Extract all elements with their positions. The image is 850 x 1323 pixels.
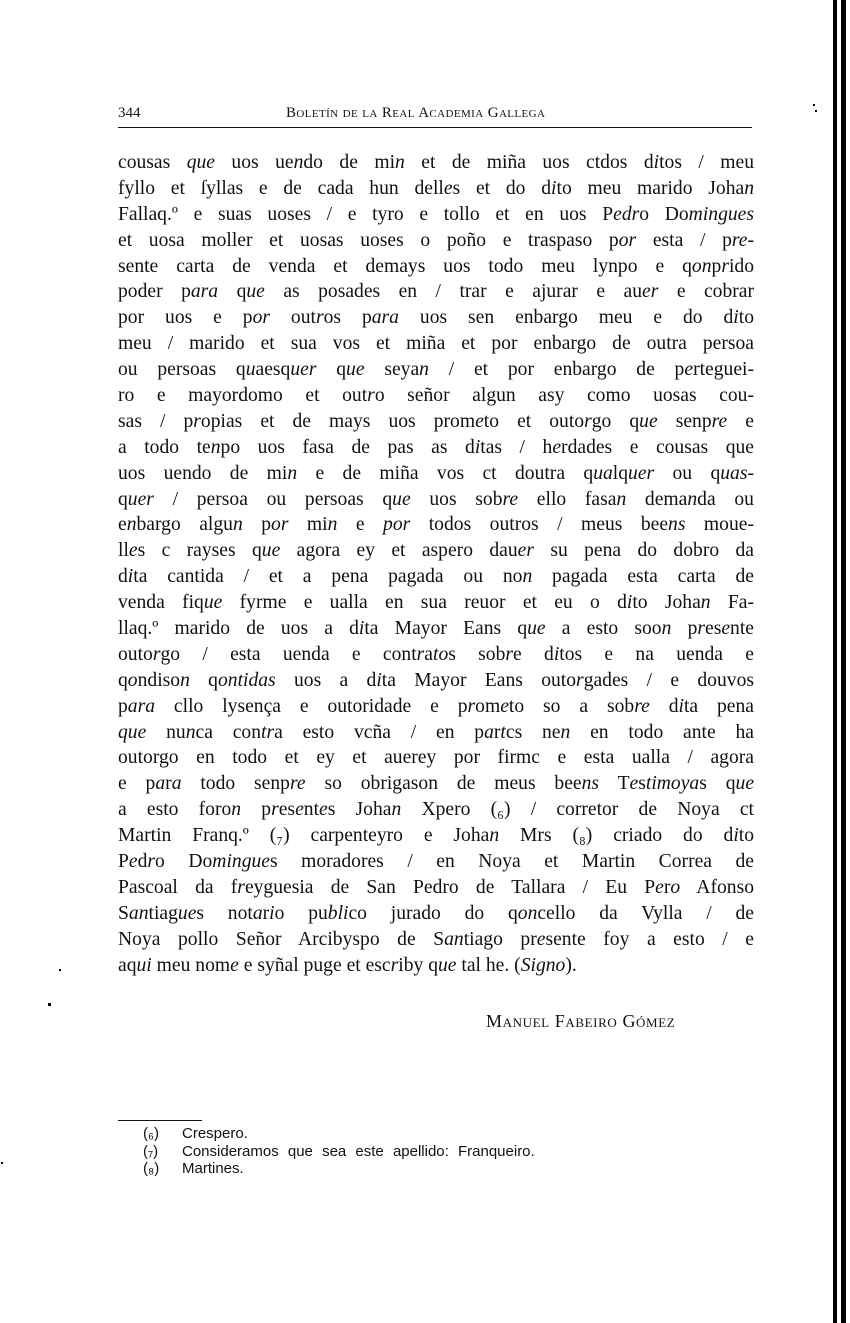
text-line: enbargo algun por min e por todos outros / meus beens moue-	[118, 514, 754, 536]
text-line: Fallaq.º e suas uoses / e tyro e tollo et en uos Pedro Domingues	[118, 203, 754, 225]
text-line: poder para que as posades en / trar e ajurar e auer e cobrar	[118, 281, 755, 303]
scan-speck	[48, 1003, 51, 1006]
text-line: llaq.º marido de uos a dita Mayor Eans que a esto soon presente	[118, 618, 754, 640]
footnotes	[143, 1125, 535, 1178]
text-line: a todo tenpo uos fasa de pas as ditas / herdades e cousas que	[118, 436, 755, 458]
scan-edge-bar	[841, 0, 846, 1323]
footnote-rule	[118, 1120, 202, 1121]
text-line: uos uendo de min e de miña vos ct doutra qualquer ou quas-	[118, 462, 755, 484]
page-number: 344	[118, 105, 141, 121]
text-line: para cllo lysença e outoridade e prometo so a sobre dita pena	[118, 695, 754, 717]
footnote-marker: (₈)	[143, 1160, 160, 1177]
text-line: outorgo / esta uenda e contratos sobre ditos e na uenda e	[118, 643, 754, 665]
text-line: por uos e por outros para uos sen enbargo meu e do dito	[118, 307, 754, 329]
text-line: Pascoal da freyguesia de San Pedro de Tallara / Eu Pero Afonso	[118, 876, 754, 898]
text-line: Santiagues notario publico jurado do qoncello da Vylla / de	[118, 902, 754, 924]
text-line: Martin Franq.º (₇) carpenteyro e Johan Mrs (₈) criado do dito	[118, 825, 755, 847]
footnote-text: Crespero.	[182, 1125, 248, 1142]
text-line: fyllo et ſyllas e de cada hun delles et do dito meu marido Johan	[118, 177, 755, 199]
header-rule	[118, 127, 752, 128]
text-line: e para todo senpre so obrigason de meus beens Testimoyas que	[118, 773, 755, 795]
scan-speck	[813, 104, 815, 106]
text-line: ou persoas quaesquer que seyan / et por enbargo de perteguei-	[118, 359, 754, 381]
text-line: venda fique fyrme e ualla en sua reuor et eu o dito Johan Fa-	[118, 592, 754, 614]
author-signature: Manuel Fabeiro Gómez	[486, 1011, 676, 1031]
text-line: aqui meu nome e syñal puge et escriby que tal he. (Signo).	[118, 954, 577, 976]
running-header	[118, 103, 752, 125]
text-line: ro e mayordomo et outro señor algun asy como uosas cou-	[118, 385, 754, 407]
scan-edge-bar	[833, 0, 837, 1323]
text-line: a esto foron presentes Johan Xpero (₆) / corretor de Noya ct	[118, 799, 754, 821]
footnote	[143, 1160, 535, 1178]
footnote-text: Martines.	[182, 1160, 244, 1177]
scan-speck	[59, 969, 61, 971]
text-line: outorgo en todo et ey et auerey por firmc e esta ualla / agora	[118, 747, 754, 769]
journal-title: Boletín de la Real Academia Gallega	[286, 105, 546, 121]
text-line: sas / propias et de mays uos prometo et outorgo que senpre e	[118, 410, 754, 432]
text-line: que nunca contra esto vcña / en partcs nen en todo ante ha	[118, 721, 754, 743]
document-body	[118, 150, 754, 979]
text-line: Pedro Domingues moradores / en Noya et Martin Correa de	[118, 851, 754, 873]
footnote-marker: (₇)	[143, 1142, 159, 1160]
text-line: qondison qontidas uos a dita Mayor Eans outorgades / e douvos	[118, 669, 754, 691]
text-line: lles c rayses que agora ey et aspero dauer su pena do dobro da	[118, 540, 754, 562]
scan-speck	[1, 1162, 3, 1164]
footnote-text: Consideramos que sea este apellido: Franqueiro.	[182, 1142, 535, 1160]
text-line: quer / persoa ou persoas que uos sobre ello fasan demanda ou	[118, 488, 754, 510]
footnote-marker: (₆)	[143, 1125, 160, 1142]
footnote	[143, 1143, 535, 1161]
text-line: dita cantida / et a pena pagada ou non pagada esta carta de	[118, 566, 754, 588]
footnote	[143, 1125, 535, 1143]
text-line: sente carta de venda et demays uos todo meu lynpo e qonprido	[118, 255, 754, 277]
scan-speck	[815, 110, 817, 112]
text-line: et uosa moller et uosas uoses o poño e traspaso por esta / pre-	[118, 229, 755, 251]
text-line: Noya pollo Señor Arcibyspo de Santiago presente foy a esto / e	[118, 928, 754, 950]
text-line: meu / marido et sua vos et miña et por enbargo de outra persoa	[118, 333, 754, 355]
text-line: cousas que uos uendo de min et de miña uos ctdos ditos / meu	[118, 152, 755, 173]
